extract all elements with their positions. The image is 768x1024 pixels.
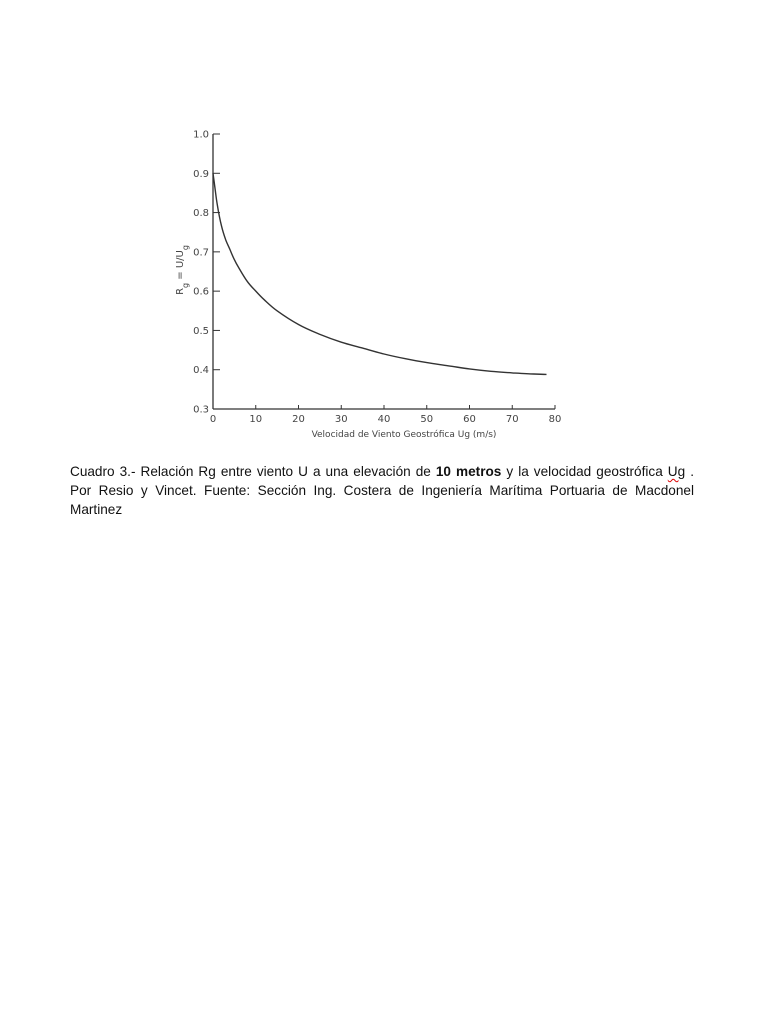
figure-caption <box>70 462 694 519</box>
caption-ug-word: Ug <box>667 464 686 479</box>
x-tick-label: 30 <box>334 414 348 425</box>
y-tick-label: 0.6 <box>193 286 209 298</box>
caption-part2: y la velocidad geostrófica <box>501 464 668 479</box>
caption-part3: . Por Resio y Vincet. Fuente: Sección Ing. Costera de Ingeniería Marítima Portuaria de Macdonel Martinez <box>70 464 694 517</box>
chart-series <box>213 173 547 374</box>
y-tick-label: 0.8 <box>193 208 209 220</box>
x-tick-label: 70 <box>505 414 519 425</box>
x-tick-label: 50 <box>420 414 434 425</box>
y-tick-label: 0.3 <box>193 404 209 416</box>
y-axis-label-sub: g <box>180 282 190 288</box>
x-tick-label: 60 <box>463 414 476 425</box>
y-tick-label: 0.5 <box>193 325 209 337</box>
series-line <box>213 173 547 374</box>
y-tick-label: 0.4 <box>193 365 209 377</box>
chart <box>0 0 768 460</box>
y-axis-label-rest: = U/U <box>175 250 186 283</box>
y-tick-label: 0.7 <box>193 247 209 259</box>
caption-part1: Cuadro 3.- Relación Rg entre viento U a una elevación de <box>70 464 436 479</box>
x-tick-label: 80 <box>548 414 562 425</box>
y-tick-label: 0.9 <box>193 168 209 180</box>
x-tick-label: 0 <box>209 414 217 425</box>
x-axis-label: Velocidad de Viento Geostrófica Ug (m/s) <box>311 430 497 440</box>
caption-bold: 10 metros <box>435 464 502 479</box>
chart-ticks <box>193 130 561 426</box>
y-axis-label-main: R <box>175 287 186 295</box>
x-tick-label: 20 <box>292 414 305 425</box>
x-tick-label: 40 <box>377 414 391 425</box>
chart-axes <box>213 134 555 409</box>
y-axis-label-sub2: g <box>180 245 190 251</box>
y-tick-label: 1.0 <box>193 129 209 141</box>
x-tick-label: 10 <box>249 414 263 425</box>
y-axis-label <box>175 245 190 295</box>
